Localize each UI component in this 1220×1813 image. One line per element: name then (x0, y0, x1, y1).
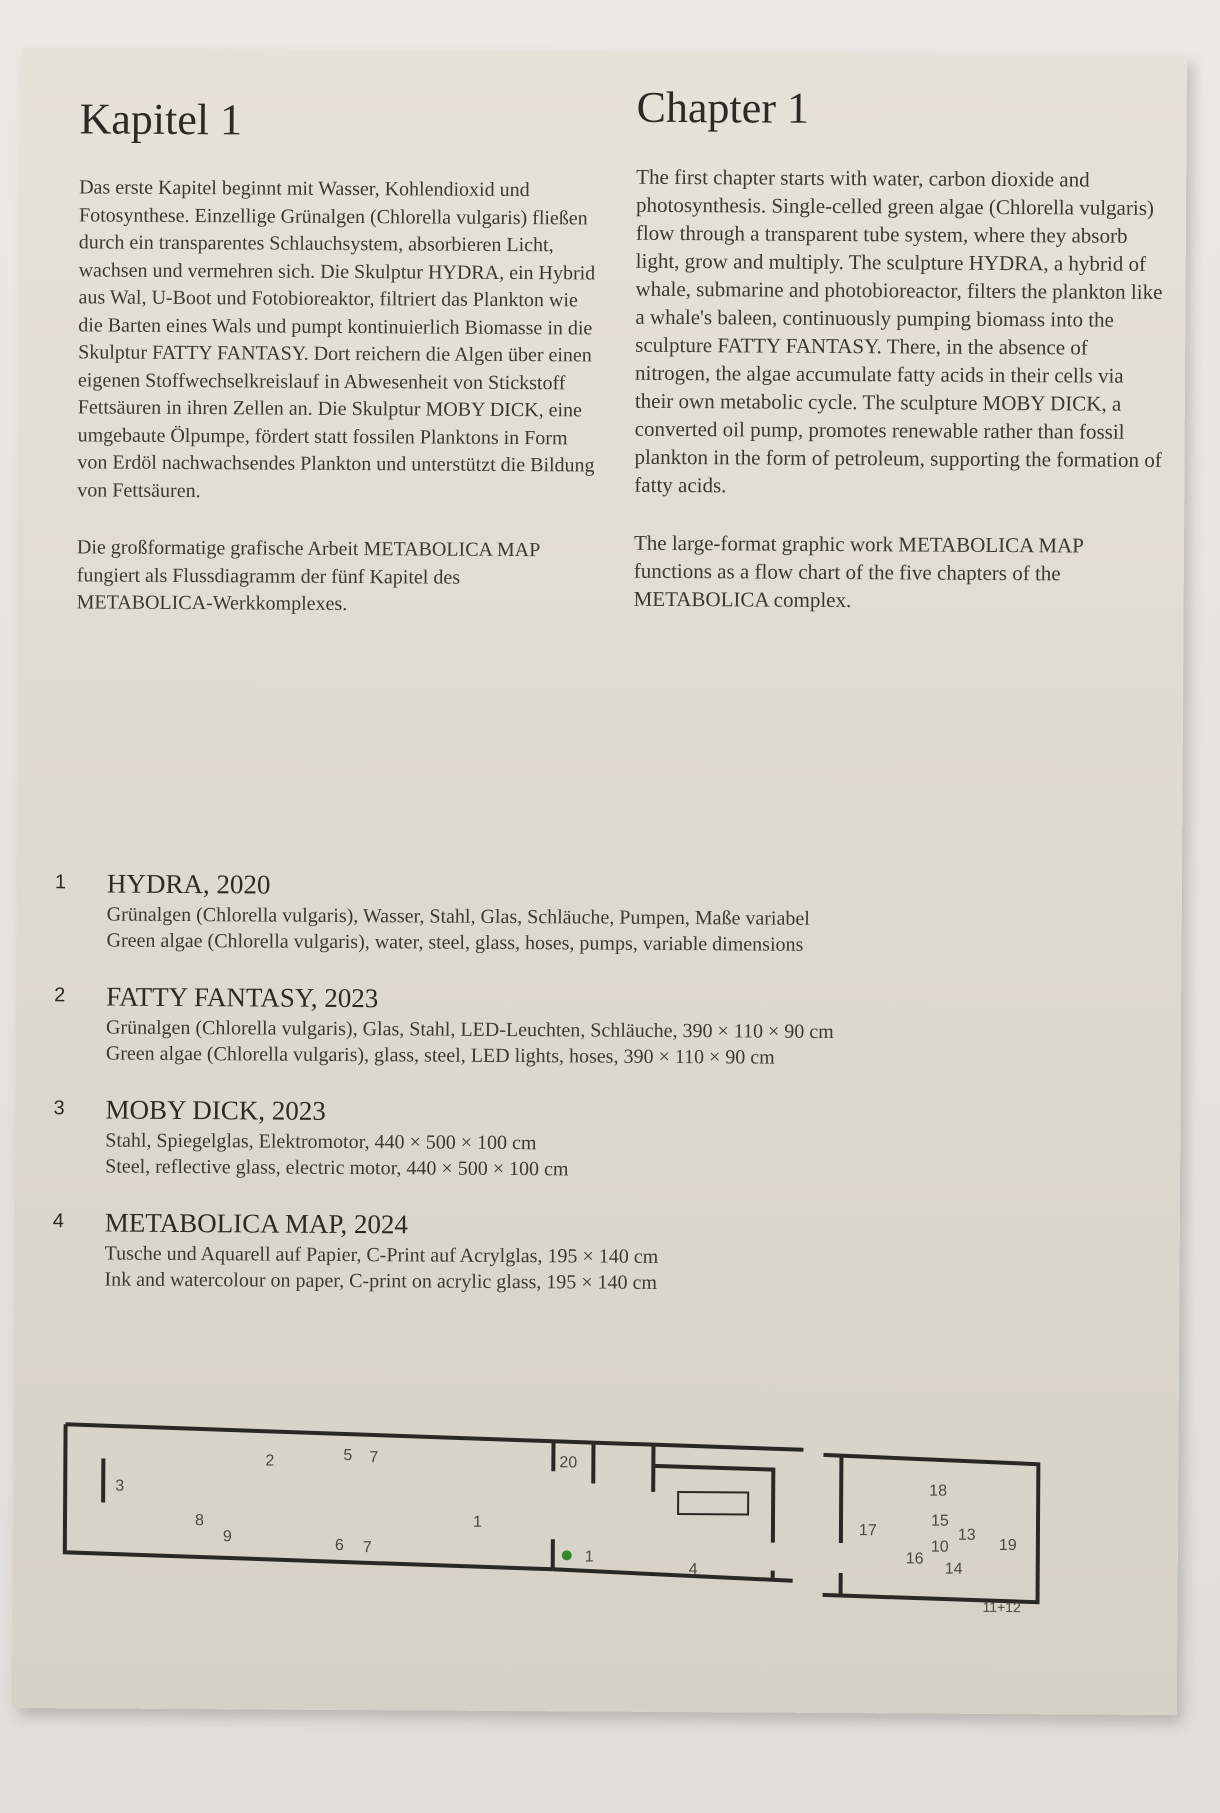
work-title: HYDRA, 2020 (106, 868, 271, 900)
floor-plan-object (678, 1492, 748, 1514)
english-text-column (633, 82, 1166, 646)
room-label: 2 (265, 1452, 275, 1470)
room-label: 16 (905, 1550, 924, 1568)
work-materials-de: Grünalgen (Chlorella vulgaris), Wasser, Stahl, Glas, Schläuche, Pumpen, Maße variabel (106, 903, 810, 930)
room-label: 19 (998, 1536, 1017, 1555)
work-title: METABOLICA MAP, 2024 (104, 1207, 409, 1240)
english-paragraph-2: The large-format graphic work METABOLICA MAP functions as a flow chart of the five chapters of the METABOLICA complex. (633, 530, 1084, 613)
work-number: 3 (53, 1097, 65, 1120)
work-item-metabolica-map (52, 1207, 953, 1297)
work-item-hydra (54, 868, 955, 958)
room-label: 4 (688, 1561, 698, 1579)
room-label: 20 (559, 1454, 578, 1472)
german-text-column (76, 93, 599, 650)
floor-plan (32, 1418, 1173, 1665)
room-label: 1 (472, 1513, 482, 1531)
room-label: 17 (858, 1522, 877, 1540)
german-paragraph-2: Die großformatige grafische Arbeit METABOLICA MAP fungiert als Flussdiagramm der fünf Kapitel des METABOLICA-Werkkomplexes. (76, 536, 540, 615)
room-label: 6 (334, 1536, 344, 1554)
work-item-moby-dick (53, 1094, 954, 1184)
work-title: FATTY FANTASY, 2023 (106, 981, 379, 1014)
work-materials-de: Grünalgen (Chlorella vulgaris), Glas, Stahl, LED-Leuchten, Schläuche, 390 × 110 × 90 cm (105, 1016, 834, 1043)
work-materials-en: Green algae (Chlorella vulgaris), glass, steel, LED lights, hoses, 390 × 110 × 90 cm (105, 1042, 775, 1069)
work-materials-de: Tusche und Aquarell auf Papier, C-Print auf Acrylglas, 195 × 140 cm (104, 1242, 659, 1268)
room-label: 15 (930, 1512, 949, 1530)
work-number: 1 (54, 871, 67, 894)
room-label: 18 (929, 1482, 948, 1500)
room-label: 13 (957, 1526, 976, 1544)
english-paragraph-1: The first chapter starts with water, carbon dioxide and photosynthesis. Single-celled green algae (Chlorella vulgaris) flow through a transparent tube system, where they absorb light, grow and multiply. The sculpture HYDRA, a hybrid of whale, submarine and photobioreactor, filters the plankton like a whale's baleen, continuously pumping biomass into the sculpture FATTY FANTASY. There, in the absence of nitrogen, the algae accumulate fatty acids in their cells via their own metabolic cycle. The sculpture MOBY DICK, a converted oil pump, promotes renewable rather than fossil plankton in the form of petroleum, supporting the formation of fatty acids. (634, 164, 1163, 498)
you-are-here-marker (562, 1550, 572, 1560)
work-materials-en: Green algae (Chlorella vulgaris), water, steel, glass, hoses, pumps, variable dimensions (106, 929, 804, 956)
work-number: 2 (54, 984, 66, 1007)
german-paragraph-1: Das erste Kapitel beginnt mit Wasser, Kohlendioxid und Fotosynthese. Einzellige Grünalgen (Chlorella vulgaris) fließen durch ein transparentes Schlauchsystem, absorbieren Licht, wachsen und vermehren sich. Die Skulptur HYDRA, ein Hybrid aus Wal, U-Boot und Fotobioreaktor, filtriert das Plankton wie die Barten eines Wals und pumpt kontinuierlich Biomasse in die Skulptur FATTY FANTASY. Dort reichern die Algen über einen eigenen Stoffwechselkreislauf in Abwesenheit von Stickstoff Fettsäuren in ihren Zellen an. Die Skulptur MOBY DICK, eine umgebaute Ölpumpe, fördert statt fossilen Planktons in Form von Erdöl nachwachsendes Plankton und unterstützt die Bildung von Fettsäuren. (77, 176, 596, 502)
english-heading: Chapter 1 (636, 82, 810, 133)
room-label: 5 (343, 1446, 353, 1465)
room-label: 1 (584, 1548, 594, 1566)
work-item-fatty-fantasy (54, 981, 955, 1071)
work-title: MOBY DICK, 2023 (105, 1094, 326, 1126)
work-number: 4 (52, 1210, 65, 1233)
room-label: 9 (222, 1528, 232, 1546)
works-list (52, 868, 955, 1325)
work-materials-en: Ink and watercolour on paper, C-print on acrylic glass, 195 × 140 cm (104, 1268, 658, 1294)
exhibition-wall-panel (12, 48, 1187, 1715)
work-materials-de: Stahl, Spiegelglas, Elektromotor, 440 × 500 × 100 cm (105, 1129, 537, 1155)
room-label: 7 (362, 1539, 372, 1557)
room-label: 11+12 (982, 1598, 1021, 1616)
floor-plan-walls (65, 1424, 1039, 1602)
german-heading: Kapitel 1 (79, 94, 243, 145)
work-materials-en: Steel, reflective glass, electric motor, 440 × 500 × 100 cm (105, 1155, 569, 1181)
room-label: 14 (944, 1560, 963, 1578)
room-label: 10 (930, 1538, 949, 1556)
room-label: 7 (369, 1449, 379, 1467)
room-label: 3 (115, 1477, 125, 1495)
room-label: 8 (194, 1512, 204, 1530)
